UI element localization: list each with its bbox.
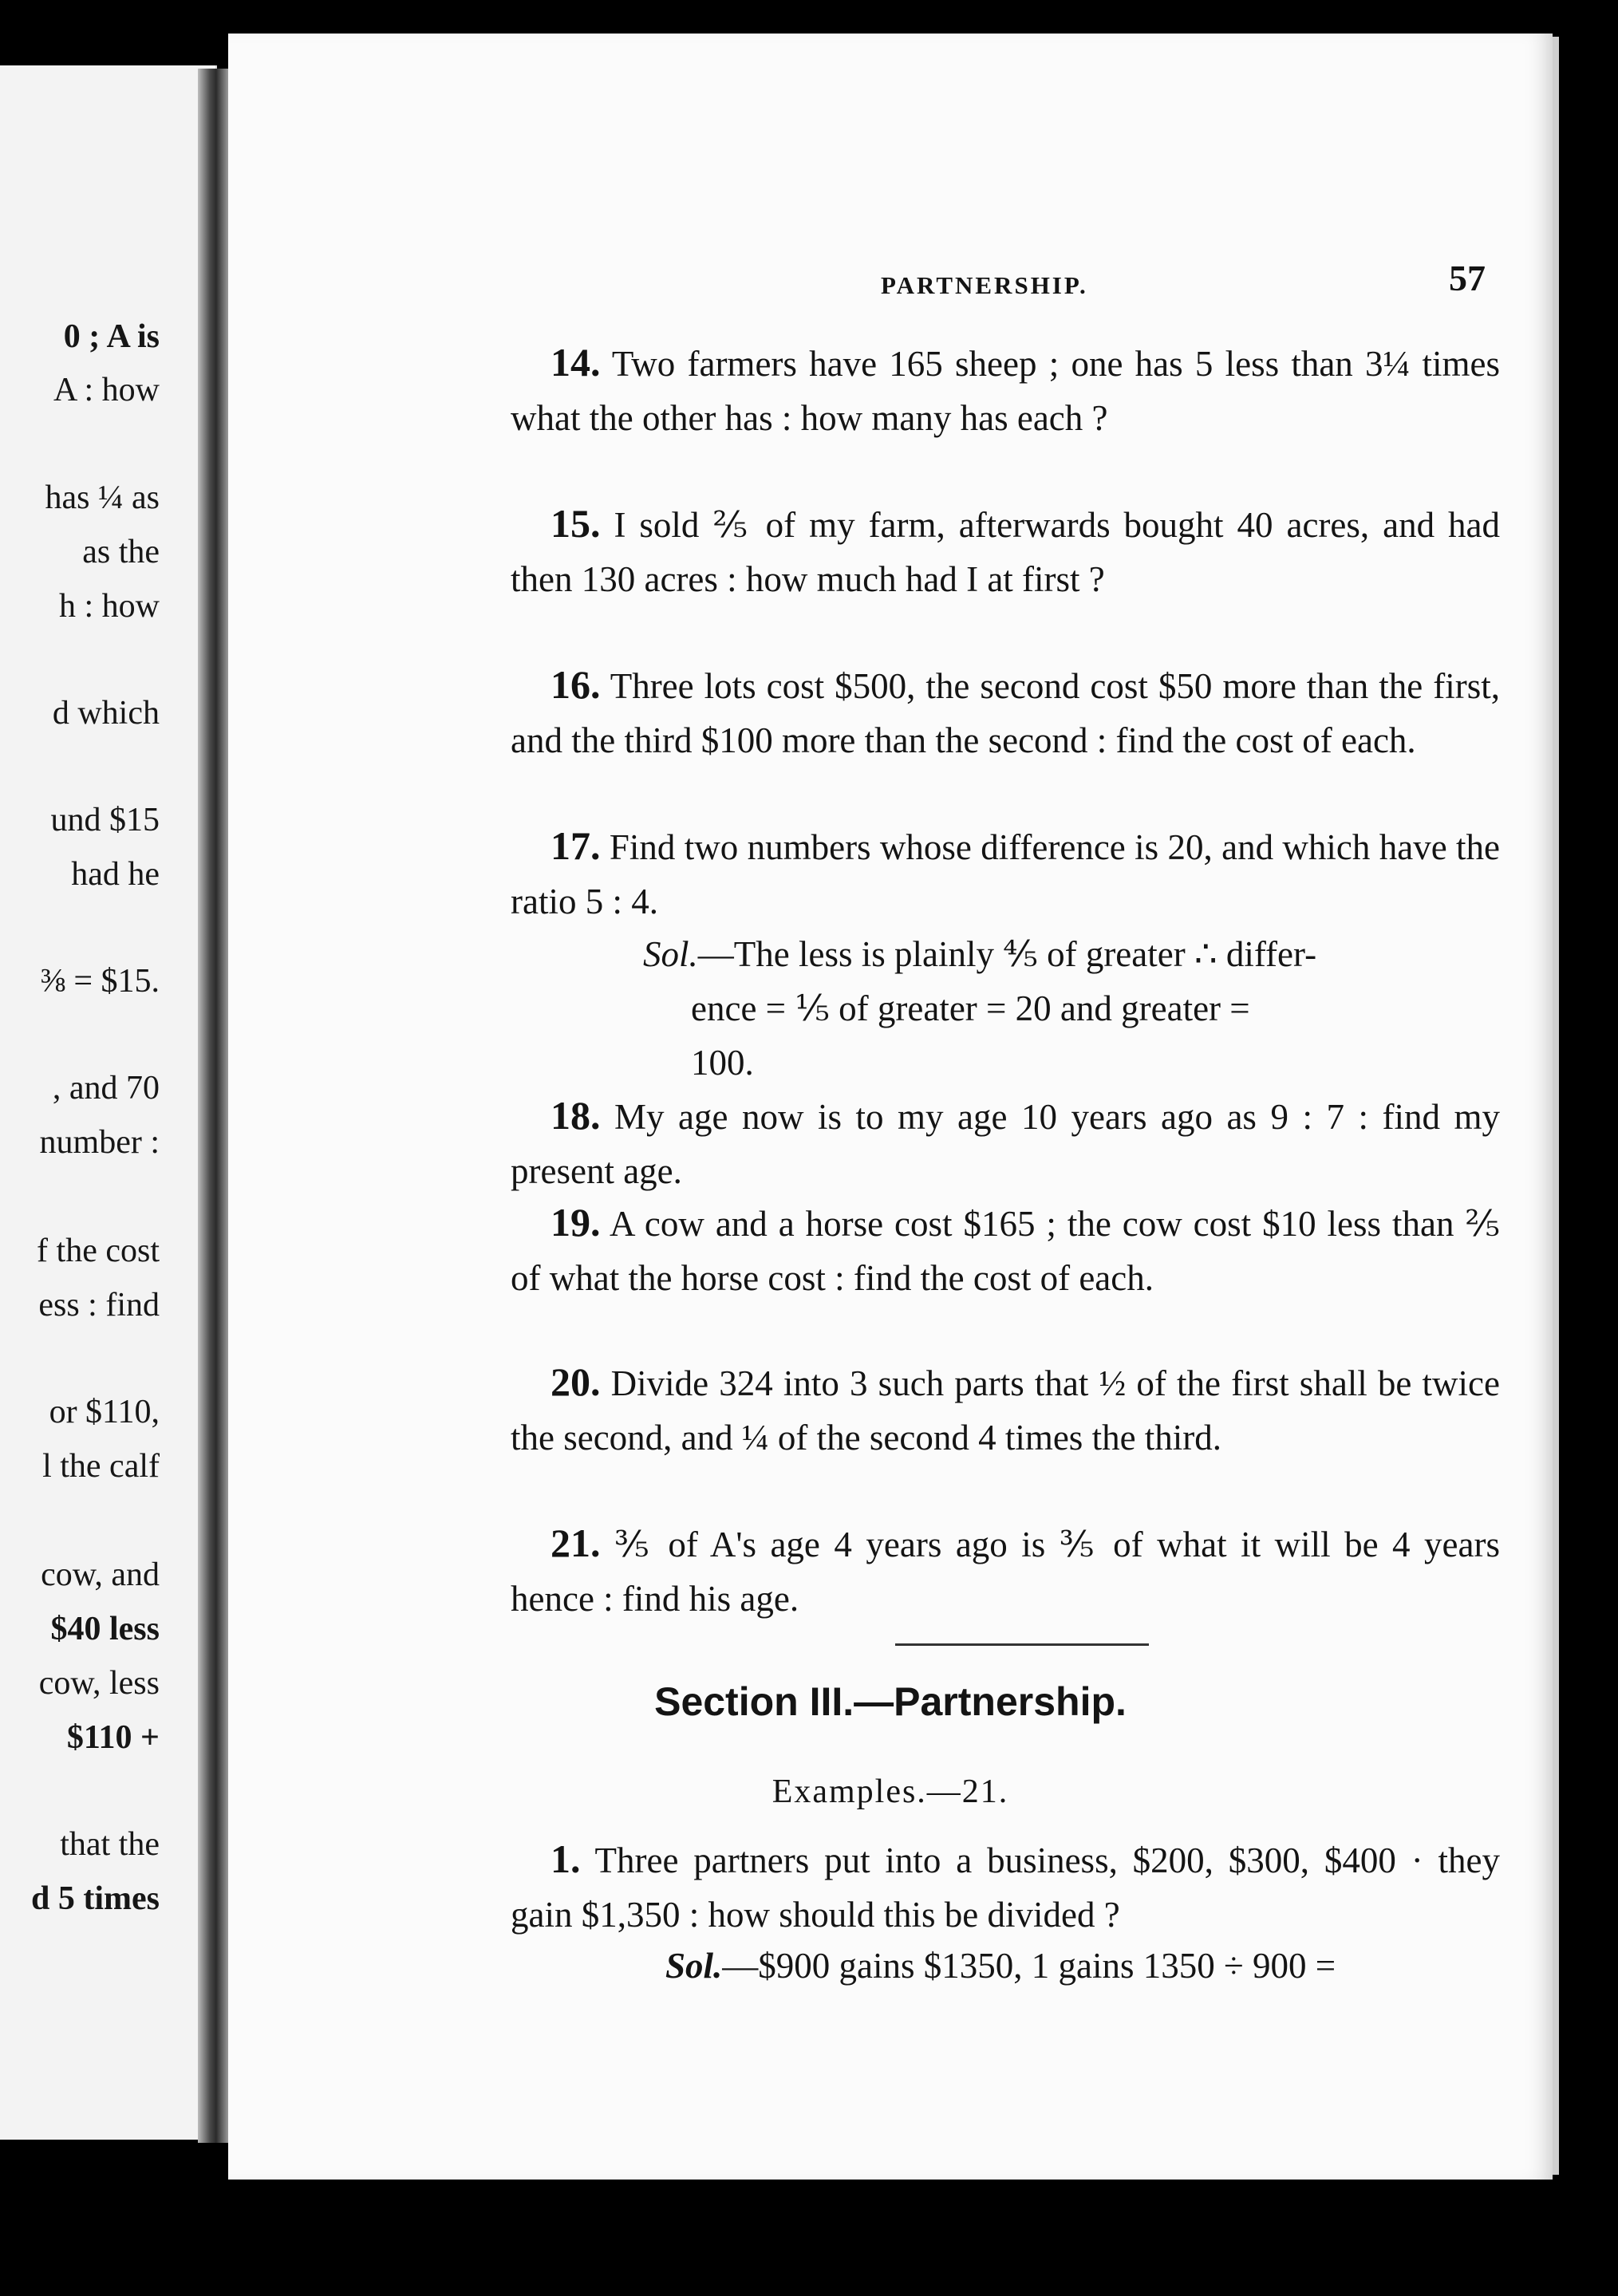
problem-text: My age now is to my age 10 years ago as 9 : 7 : find my present age. <box>511 1097 1500 1191</box>
problem-number: 1. <box>551 1836 581 1881</box>
book-gutter <box>198 69 228 2143</box>
problem-number: 14. <box>551 340 601 385</box>
left-page-fragment: ess : find <box>38 1287 160 1324</box>
left-page-fragment: A : how <box>53 372 160 408</box>
left-page <box>0 65 217 2140</box>
left-page-fragment: f the cost <box>37 1233 160 1269</box>
problem-19 <box>511 1195 1500 1305</box>
left-page-fragment: had he <box>71 856 160 893</box>
left-page-fragment: that the <box>60 1826 160 1863</box>
running-header: PARTNERSHIP. <box>881 271 1088 299</box>
problem-18 <box>511 1088 1500 1198</box>
problem-number: 19. <box>551 1200 601 1245</box>
problem-text: I sold ⅖ of my farm, afterwards bought 40 acres, and had then 130 acres : how much had I at first ? <box>511 505 1501 599</box>
left-page-fragment: l the calf <box>42 1448 160 1485</box>
solution-line: —The less is plainly ⅘ of greater ∴ differ- <box>697 934 1317 974</box>
examples-heading: Examples.—21. <box>772 1773 1009 1810</box>
left-page-fragment: cow, less <box>38 1665 160 1702</box>
solution-line: ence = ⅕ of greater = 20 and greater = <box>691 988 1250 1028</box>
section-heading: Section III.—Partnership. <box>654 1679 1127 1724</box>
solution-line: —$900 gains $1350, 1 gains 1350 ÷ 900 = <box>722 1946 1336 1986</box>
left-page-fragment: h : how <box>59 588 160 625</box>
problem-text: Two farmers have 165 sheep ; one has 5 less than 3¼ times what the other has : how many has each ? <box>511 344 1500 438</box>
problem-20 <box>511 1355 1500 1465</box>
solution-line: 100. <box>691 1043 754 1083</box>
problem-number: 17. <box>551 823 601 868</box>
problem-21 <box>511 1516 1500 1626</box>
solution-label: Sol. <box>643 934 698 974</box>
section-divider <box>895 1643 1149 1646</box>
solution-17 <box>643 927 1500 1090</box>
page-edge <box>1553 37 1559 2175</box>
left-page-fragment: und $15 <box>50 802 160 838</box>
problem-text: Find two numbers whose difference is 20, and which have the ratio 5 : 4. <box>511 827 1501 921</box>
problem-text: Divide 324 into 3 such parts that ½ of the first shall be twice the second, and ¼ of the second 4 times the third. <box>511 1363 1500 1458</box>
problem-number: 15. <box>551 501 601 546</box>
left-page-fragment: d which <box>52 695 160 732</box>
left-page-fragment: $110 + <box>66 1719 160 1756</box>
problem-text: A cow and a horse cost $165 ; the cow cost $10 less than ⅖ of what the horse cost : find the cost of each. <box>511 1204 1500 1298</box>
left-page-fragment: d 5 times <box>31 1880 160 1917</box>
problem-15 <box>511 496 1500 606</box>
left-page-fragment: or $110, <box>49 1394 160 1430</box>
problem-number: 20. <box>551 1359 601 1404</box>
problem-text: Three partners put into a business, $200, $300, $400 · they gain $1,350 : how should this be divided ? <box>511 1840 1500 1935</box>
problem-16 <box>511 657 1500 767</box>
partnership-problem-1 <box>511 1832 1500 1942</box>
problem-number: 18. <box>551 1093 601 1138</box>
left-page-fragment: number : <box>39 1124 160 1161</box>
left-page-fragment: has ¼ as <box>45 479 160 516</box>
problem-14 <box>511 335 1500 445</box>
left-page-fragment: $40 less <box>50 1611 160 1647</box>
solution-label: Sol. <box>665 1946 723 1986</box>
solution-1 <box>665 1939 1506 1993</box>
left-page-fragment: as the <box>82 534 160 570</box>
left-page-fragment: 0 ; A is <box>63 318 160 355</box>
problem-text: Three lots cost $500, the second cost $50 more than the first, and the third $100 more than the second : find the cost of each. <box>511 666 1501 760</box>
problem-number: 16. <box>551 662 601 707</box>
left-page-fragment: ⅜ = $15. <box>40 963 160 1000</box>
problem-17 <box>511 819 1500 929</box>
left-page-fragment: cow, and <box>41 1556 160 1593</box>
left-page-fragment: , and 70 <box>52 1070 160 1107</box>
right-page <box>228 34 1553 2180</box>
problem-number: 21. <box>551 1521 601 1565</box>
page-number: 57 <box>1449 258 1486 298</box>
problem-text: ⅗ of A's age 4 years ago is ⅗ of what it will be 4 years hence : find his age. <box>511 1525 1500 1619</box>
